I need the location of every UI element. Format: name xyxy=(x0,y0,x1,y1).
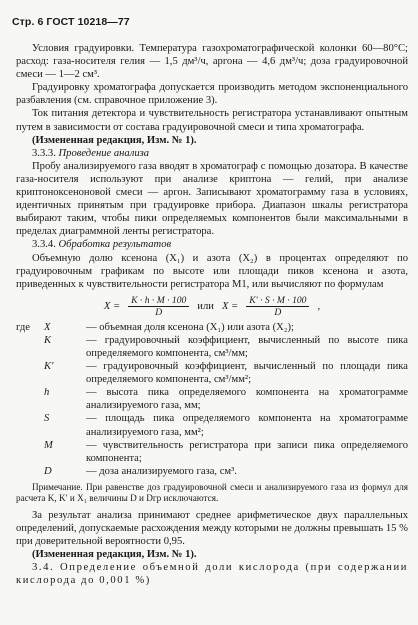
formula-numerator-1: K · h · M · 100 xyxy=(128,295,189,307)
definition-row xyxy=(16,334,408,360)
formula-lhs-2: X = xyxy=(221,300,239,312)
analysis-procedure-paragraph: Пробу анализируемого газа вводят в хроматограф с помощью дозатора. В качестве газа-носителя используют при анализе криптона — гелий, при анализе криптоноксеноновой смеси — аргон. Записывают хроматограмму газа в условиях, идентичных принятым при градуировке прибора. Диапазон шкалы регистратора выбирают таким, чтобы пики определяемых компонентов были максимальными в пределах диаграммной ленты регистратора. xyxy=(16,160,408,238)
amendment-note-2: (Измененная редакция, Изм. № 1). xyxy=(32,549,197,560)
definition-row xyxy=(16,386,408,412)
definition-row xyxy=(16,439,408,465)
page-header: Стр. 6 ГОСТ 10218—77 xyxy=(12,16,130,28)
result-acceptance-paragraph: За результат анализа принимают среднее арифметическое двух параллельных определений, допускаемые расхождения между которыми не должны превышать 15 % при доверительной вероятности 0,95. xyxy=(16,509,408,547)
definition-symbol: D xyxy=(44,465,52,477)
definition-text: — площадь пика определяемого компонента на хроматограмме анализируемого газа, мм²; xyxy=(86,413,408,438)
definition-row xyxy=(16,465,408,478)
calibration-conditions-paragraph: Условия градуировки. Температура газохроматографической колонки 60—80°С; расход: газа-носителя гелия — 1,5 дм³/ч, аргона — 4,6 дм³/ч; доза градуировочной смеси — 1—2 см³. xyxy=(16,43,408,81)
section-333-heading xyxy=(16,147,408,160)
definition-symbol: K xyxy=(44,334,52,346)
definition-text: — объемная доля ксенона (X₁) или азота (X₂); xyxy=(86,321,294,333)
formula-fraction-1 xyxy=(128,295,189,318)
definition-symbol: K′ xyxy=(44,361,54,373)
formula-denominator-1: D xyxy=(155,306,163,318)
section-334-heading xyxy=(16,238,408,251)
section-334-title: Обработка результатов xyxy=(58,239,172,251)
formula-lhs-1: X = xyxy=(103,300,121,312)
definition-row xyxy=(16,412,408,438)
section-34-heading: 3.4. Определение объемной доли кислорода (при содержании кислорода до 0,001 %) xyxy=(16,562,408,587)
definition-text: — доза анализируемого газа, см³. xyxy=(86,465,237,477)
definition-symbol: h xyxy=(44,387,50,399)
formula-end: , xyxy=(317,300,321,312)
definition-text: — высота пика определяемого компонента на хроматограмме анализируемого газа, мм; xyxy=(86,387,408,412)
where-label: где xyxy=(16,321,30,333)
formula-numerator-2: K′ · S · M · 100 xyxy=(246,295,309,307)
definition-text: — градуировочный коэффициент, вычисленный по площади пика определяемого компонента, см³/мм²; xyxy=(86,361,408,386)
definition-text: — градуировочный коэффициент, вычисленный по высоте пика определяемого компонента, см³/мм; xyxy=(86,334,408,359)
variable-definitions xyxy=(16,321,408,478)
footnote-remark: Примечание. При равенстве доз градуировочной смеси и анализируемого газа из формул для расчета K, K′ и X₁ величины D и Dгр исключаются. xyxy=(16,481,408,504)
calculation-formula xyxy=(16,295,408,318)
exponential-dilution-paragraph: Градуировку хроматографа допускается производить методом экспоненциального разбавления (см. справочное приложение 3). xyxy=(16,82,408,107)
section-333-title: Проведение анализа xyxy=(58,147,150,159)
definition-symbol: S xyxy=(44,413,50,425)
definition-symbol: X xyxy=(44,321,51,333)
definition-row xyxy=(16,360,408,386)
formula-denominator-2: D xyxy=(274,306,282,318)
section-333-number: 3.3.3. xyxy=(32,147,56,159)
definition-row xyxy=(16,321,408,334)
document-body xyxy=(16,42,408,587)
definition-text: — чувствительность регистратора при записи пика определяемого компонента; xyxy=(86,439,408,464)
formula-or: или xyxy=(197,300,214,312)
definition-symbol: M xyxy=(44,439,53,451)
results-processing-paragraph: Объемную долю ксенона (X₁) и азота (X₂) в процентах определяют по градуировочным графикам по высоте или площади пиков ксенона и азота, приведенных к чувствительности регистратора М1, или вычисляют по формулам xyxy=(16,252,408,290)
amendment-note-1: (Измененная редакция, Изм. № 1). xyxy=(32,134,197,146)
section-334-number: 3.3.4. xyxy=(32,239,56,251)
detector-current-paragraph: Ток питания детектора и чувствительность регистратора устанавливают опытным путем в зависимости от состава градуировочной смеси и типа хроматографа. xyxy=(16,108,408,133)
formula-fraction-2 xyxy=(246,295,309,318)
